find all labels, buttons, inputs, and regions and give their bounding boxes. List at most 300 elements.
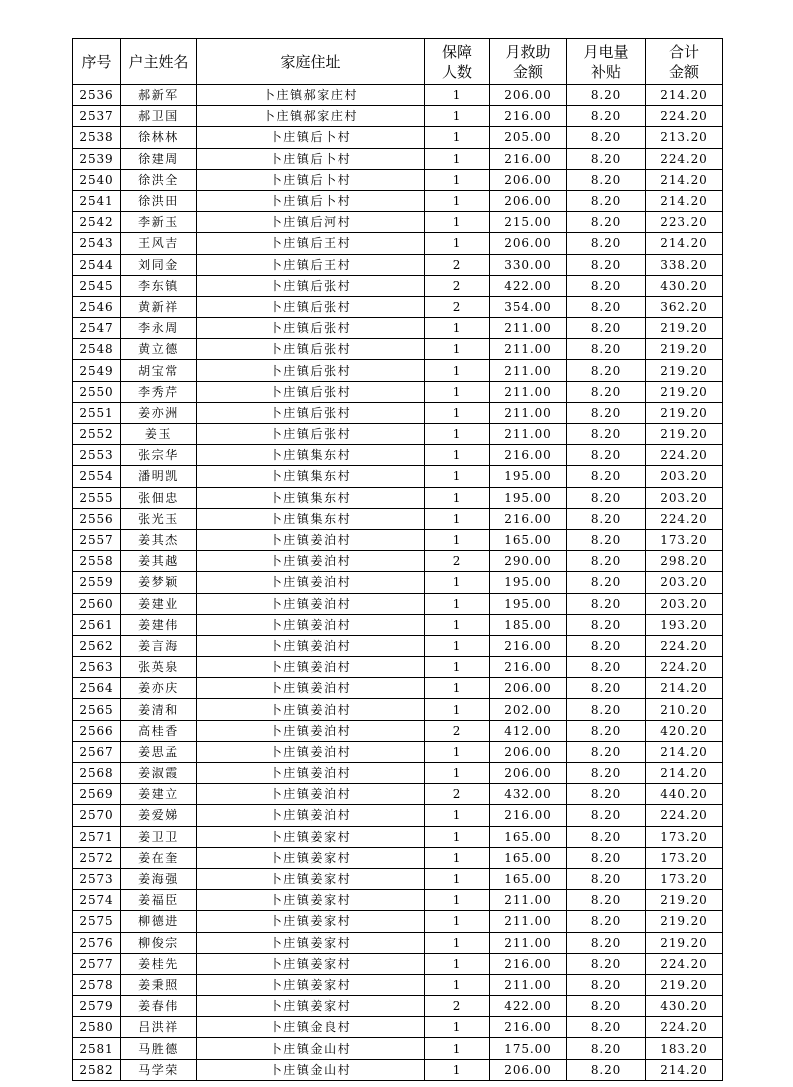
total-amount-cell: 338.20 xyxy=(646,254,723,275)
householder-name-cell: 姜亦庆 xyxy=(121,678,197,699)
householder-name-cell: 姜淑霞 xyxy=(121,763,197,784)
serial-number-cell: 2567 xyxy=(73,741,121,762)
covered-persons-cell: 2 xyxy=(425,996,490,1017)
covered-persons-cell: 1 xyxy=(425,805,490,826)
serial-number-cell: 2573 xyxy=(73,868,121,889)
home-address-cell: 卜庄镇后张村 xyxy=(197,296,425,317)
table-row xyxy=(73,911,723,932)
serial-number-cell: 2580 xyxy=(73,1017,121,1038)
covered-persons-cell: 2 xyxy=(425,254,490,275)
table-row xyxy=(73,784,723,805)
table-row xyxy=(73,974,723,995)
serial-number-cell: 2547 xyxy=(73,318,121,339)
covered-persons-cell: 1 xyxy=(425,85,490,106)
householder-name-cell: 姜言海 xyxy=(121,635,197,656)
home-address-cell: 卜庄镇后张村 xyxy=(197,275,425,296)
table-row xyxy=(73,932,723,953)
monthly-aid-cell: 206.00 xyxy=(490,169,567,190)
covered-persons-cell: 1 xyxy=(425,1059,490,1080)
home-address-cell: 卜庄镇姜泊村 xyxy=(197,614,425,635)
home-address-cell: 卜庄镇后张村 xyxy=(197,402,425,423)
householder-name-cell: 姜其杰 xyxy=(121,529,197,550)
home-address-cell: 卜庄镇后河村 xyxy=(197,212,425,233)
monthly-electricity-subsidy-cell: 8.20 xyxy=(567,381,646,402)
home-address-cell: 卜庄镇姜泊村 xyxy=(197,529,425,550)
table-row xyxy=(73,614,723,635)
covered-persons-cell: 1 xyxy=(425,233,490,254)
monthly-aid-cell: 216.00 xyxy=(490,635,567,656)
serial-number-cell: 2556 xyxy=(73,508,121,529)
serial-number-cell: 2543 xyxy=(73,233,121,254)
monthly-aid-cell: 211.00 xyxy=(490,381,567,402)
serial-number-cell: 2538 xyxy=(73,127,121,148)
covered-persons-cell: 1 xyxy=(425,424,490,445)
header-row xyxy=(73,39,723,85)
monthly-aid-cell: 195.00 xyxy=(490,466,567,487)
home-address-cell: 卜庄镇后卜村 xyxy=(197,190,425,211)
total-amount-cell: 224.20 xyxy=(646,106,723,127)
table-row xyxy=(73,360,723,381)
home-address-cell: 卜庄镇后王村 xyxy=(197,233,425,254)
home-address-cell: 卜庄镇姜泊村 xyxy=(197,741,425,762)
monthly-electricity-subsidy-cell: 8.20 xyxy=(567,974,646,995)
table-row xyxy=(73,572,723,593)
table-row xyxy=(73,529,723,550)
home-address-cell: 卜庄镇后卜村 xyxy=(197,127,425,148)
covered-persons-cell: 1 xyxy=(425,657,490,678)
householder-name-cell: 姜福臣 xyxy=(121,890,197,911)
monthly-electricity-subsidy-cell: 8.20 xyxy=(567,911,646,932)
header-label-line-1: 保障 xyxy=(441,42,472,61)
householder-name-cell: 吕洪祥 xyxy=(121,1017,197,1038)
home-address-cell: 卜庄镇金山村 xyxy=(197,1038,425,1059)
monthly-aid-cell: 216.00 xyxy=(490,148,567,169)
total-amount-cell: 224.20 xyxy=(646,805,723,826)
covered-persons-cell: 2 xyxy=(425,720,490,741)
home-address-cell: 卜庄镇后张村 xyxy=(197,339,425,360)
covered-persons-cell: 1 xyxy=(425,466,490,487)
table-row xyxy=(73,381,723,402)
header-label-line-2: 补贴 xyxy=(590,62,621,81)
monthly-electricity-subsidy-cell: 8.20 xyxy=(567,339,646,360)
total-amount-cell: 203.20 xyxy=(646,487,723,508)
table-row xyxy=(73,106,723,127)
home-address-cell: 卜庄镇姜家村 xyxy=(197,868,425,889)
table-row xyxy=(73,466,723,487)
serial-number-cell: 2581 xyxy=(73,1038,121,1059)
covered-persons-cell: 2 xyxy=(425,275,490,296)
total-amount-cell: 214.20 xyxy=(646,1059,723,1080)
table-body xyxy=(73,85,723,1081)
table-row xyxy=(73,402,723,423)
home-address-cell: 卜庄镇姜泊村 xyxy=(197,635,425,656)
monthly-electricity-subsidy-cell: 8.20 xyxy=(567,635,646,656)
home-address-cell: 卜庄镇姜家村 xyxy=(197,911,425,932)
serial-number-cell: 2539 xyxy=(73,148,121,169)
householder-name-cell: 姜在奎 xyxy=(121,847,197,868)
table-row xyxy=(73,635,723,656)
monthly-electricity-subsidy-cell: 8.20 xyxy=(567,572,646,593)
householder-name-cell: 姜其越 xyxy=(121,551,197,572)
householder-name-cell: 姜梦颖 xyxy=(121,572,197,593)
monthly-aid-cell: 216.00 xyxy=(490,953,567,974)
householder-name-cell: 郝卫国 xyxy=(121,106,197,127)
table-row xyxy=(73,169,723,190)
monthly-electricity-subsidy-cell: 8.20 xyxy=(567,233,646,254)
monthly-electricity-subsidy-cell: 8.20 xyxy=(567,1038,646,1059)
header-label: 户主姓名 xyxy=(128,52,189,71)
householder-name-cell: 姜思孟 xyxy=(121,741,197,762)
covered-persons-cell: 1 xyxy=(425,826,490,847)
home-address-cell: 卜庄镇后张村 xyxy=(197,360,425,381)
covered-persons-cell: 2 xyxy=(425,551,490,572)
total-amount-cell: 173.20 xyxy=(646,826,723,847)
monthly-electricity-subsidy-cell: 8.20 xyxy=(567,190,646,211)
monthly-electricity-subsidy-cell: 8.20 xyxy=(567,424,646,445)
total-amount-cell: 224.20 xyxy=(646,635,723,656)
covered-persons-cell: 2 xyxy=(425,296,490,317)
total-amount-cell: 219.20 xyxy=(646,360,723,381)
total-amount-cell: 203.20 xyxy=(646,466,723,487)
total-amount-cell: 219.20 xyxy=(646,890,723,911)
serial-number-cell: 2575 xyxy=(73,911,121,932)
home-address-cell: 卜庄镇郝家庄村 xyxy=(197,106,425,127)
monthly-aid-cell: 165.00 xyxy=(490,868,567,889)
covered-persons-cell: 1 xyxy=(425,508,490,529)
table-row xyxy=(73,1059,723,1080)
home-address-cell: 卜庄镇姜泊村 xyxy=(197,805,425,826)
monthly-aid-cell: 195.00 xyxy=(490,487,567,508)
table-row xyxy=(73,1038,723,1059)
monthly-electricity-subsidy-cell: 8.20 xyxy=(567,784,646,805)
monthly-electricity-subsidy-cell: 8.20 xyxy=(567,678,646,699)
home-address-cell: 卜庄镇姜泊村 xyxy=(197,784,425,805)
table-row xyxy=(73,127,723,148)
covered-persons-cell: 1 xyxy=(425,635,490,656)
serial-number-cell: 2564 xyxy=(73,678,121,699)
covered-persons-cell: 1 xyxy=(425,169,490,190)
monthly-aid-cell: 422.00 xyxy=(490,275,567,296)
monthly-electricity-subsidy-cell: 8.20 xyxy=(567,551,646,572)
serial-number-cell: 2568 xyxy=(73,763,121,784)
covered-persons-cell: 1 xyxy=(425,1038,490,1059)
monthly-electricity-subsidy-cell: 8.20 xyxy=(567,805,646,826)
monthly-electricity-subsidy-cell: 8.20 xyxy=(567,318,646,339)
householder-name-cell: 黄立德 xyxy=(121,339,197,360)
table-row xyxy=(73,190,723,211)
serial-number-cell: 2574 xyxy=(73,890,121,911)
covered-persons-cell: 1 xyxy=(425,572,490,593)
serial-number-cell: 2554 xyxy=(73,466,121,487)
covered-persons-cell: 1 xyxy=(425,741,490,762)
monthly-aid-cell: 165.00 xyxy=(490,529,567,550)
monthly-electricity-subsidy-cell: 8.20 xyxy=(567,1017,646,1038)
serial-number-cell: 2551 xyxy=(73,402,121,423)
householder-name-cell: 王风吉 xyxy=(121,233,197,254)
header-householder-name xyxy=(121,39,197,85)
householder-name-cell: 黄新祥 xyxy=(121,296,197,317)
table-row xyxy=(73,551,723,572)
table-row xyxy=(73,953,723,974)
serial-number-cell: 2565 xyxy=(73,699,121,720)
table-row xyxy=(73,148,723,169)
total-amount-cell: 214.20 xyxy=(646,678,723,699)
monthly-electricity-subsidy-cell: 8.20 xyxy=(567,763,646,784)
monthly-aid-cell: 211.00 xyxy=(490,424,567,445)
header-label-line-2: 金额 xyxy=(668,62,699,81)
householder-name-cell: 李秀芹 xyxy=(121,381,197,402)
covered-persons-cell: 1 xyxy=(425,529,490,550)
monthly-electricity-subsidy-cell: 8.20 xyxy=(567,614,646,635)
home-address-cell: 卜庄镇金良村 xyxy=(197,1017,425,1038)
home-address-cell: 卜庄镇姜家村 xyxy=(197,847,425,868)
serial-number-cell: 2569 xyxy=(73,784,121,805)
monthly-aid-cell: 211.00 xyxy=(490,402,567,423)
home-address-cell: 卜庄镇姜泊村 xyxy=(197,699,425,720)
monthly-aid-cell: 206.00 xyxy=(490,85,567,106)
table-row xyxy=(73,339,723,360)
total-amount-cell: 173.20 xyxy=(646,529,723,550)
serial-number-cell: 2561 xyxy=(73,614,121,635)
covered-persons-cell: 1 xyxy=(425,212,490,233)
monthly-aid-cell: 211.00 xyxy=(490,360,567,381)
total-amount-cell: 210.20 xyxy=(646,699,723,720)
home-address-cell: 卜庄镇姜家村 xyxy=(197,953,425,974)
total-amount-cell: 214.20 xyxy=(646,741,723,762)
monthly-aid-cell: 165.00 xyxy=(490,826,567,847)
monthly-aid-cell: 216.00 xyxy=(490,657,567,678)
total-amount-cell: 203.20 xyxy=(646,593,723,614)
header-label: 家庭住址 xyxy=(280,52,341,71)
covered-persons-cell: 1 xyxy=(425,614,490,635)
householder-name-cell: 徐林林 xyxy=(121,127,197,148)
householder-name-cell: 姜建业 xyxy=(121,593,197,614)
home-address-cell: 卜庄镇后王村 xyxy=(197,254,425,275)
householder-name-cell: 姜建立 xyxy=(121,784,197,805)
monthly-aid-cell: 216.00 xyxy=(490,445,567,466)
monthly-aid-cell: 206.00 xyxy=(490,1059,567,1080)
monthly-electricity-subsidy-cell: 8.20 xyxy=(567,847,646,868)
assistance-table xyxy=(72,38,723,1081)
home-address-cell: 卜庄镇姜泊村 xyxy=(197,593,425,614)
total-amount-cell: 214.20 xyxy=(646,763,723,784)
monthly-aid-cell: 422.00 xyxy=(490,996,567,1017)
table-row xyxy=(73,763,723,784)
home-address-cell: 卜庄镇姜泊村 xyxy=(197,551,425,572)
householder-name-cell: 刘同金 xyxy=(121,254,197,275)
total-amount-cell: 219.20 xyxy=(646,974,723,995)
total-amount-cell: 173.20 xyxy=(646,847,723,868)
monthly-aid-cell: 211.00 xyxy=(490,911,567,932)
householder-name-cell: 姜春伟 xyxy=(121,996,197,1017)
total-amount-cell: 224.20 xyxy=(646,1017,723,1038)
serial-number-cell: 2544 xyxy=(73,254,121,275)
serial-number-cell: 2560 xyxy=(73,593,121,614)
header-home-address xyxy=(197,39,425,85)
total-amount-cell: 213.20 xyxy=(646,127,723,148)
total-amount-cell: 219.20 xyxy=(646,424,723,445)
monthly-aid-cell: 206.00 xyxy=(490,741,567,762)
monthly-aid-cell: 211.00 xyxy=(490,318,567,339)
covered-persons-cell: 1 xyxy=(425,974,490,995)
covered-persons-cell: 1 xyxy=(425,911,490,932)
householder-name-cell: 李永周 xyxy=(121,318,197,339)
table-row xyxy=(73,741,723,762)
monthly-aid-cell: 216.00 xyxy=(490,1017,567,1038)
serial-number-cell: 2546 xyxy=(73,296,121,317)
covered-persons-cell: 1 xyxy=(425,487,490,508)
total-amount-cell: 193.20 xyxy=(646,614,723,635)
serial-number-cell: 2557 xyxy=(73,529,121,550)
table-row xyxy=(73,847,723,868)
header-monthly-electricity-subsidy xyxy=(567,39,646,85)
covered-persons-cell: 1 xyxy=(425,148,490,169)
serial-number-cell: 2563 xyxy=(73,657,121,678)
table-row xyxy=(73,678,723,699)
serial-number-cell: 2570 xyxy=(73,805,121,826)
header-serial-number xyxy=(73,39,121,85)
total-amount-cell: 214.20 xyxy=(646,169,723,190)
table-header xyxy=(73,39,723,85)
monthly-electricity-subsidy-cell: 8.20 xyxy=(567,508,646,529)
table-row xyxy=(73,868,723,889)
home-address-cell: 卜庄镇金山村 xyxy=(197,1059,425,1080)
monthly-aid-cell: 216.00 xyxy=(490,508,567,529)
householder-name-cell: 马胜德 xyxy=(121,1038,197,1059)
covered-persons-cell: 1 xyxy=(425,1017,490,1038)
table-row xyxy=(73,275,723,296)
total-amount-cell: 223.20 xyxy=(646,212,723,233)
householder-name-cell: 柳俊宗 xyxy=(121,932,197,953)
total-amount-cell: 219.20 xyxy=(646,402,723,423)
monthly-electricity-subsidy-cell: 8.20 xyxy=(567,402,646,423)
covered-persons-cell: 1 xyxy=(425,360,490,381)
serial-number-cell: 2571 xyxy=(73,826,121,847)
serial-number-cell: 2542 xyxy=(73,212,121,233)
total-amount-cell: 219.20 xyxy=(646,381,723,402)
monthly-aid-cell: 216.00 xyxy=(490,106,567,127)
covered-persons-cell: 2 xyxy=(425,784,490,805)
total-amount-cell: 298.20 xyxy=(646,551,723,572)
table-row xyxy=(73,826,723,847)
householder-name-cell: 徐建周 xyxy=(121,148,197,169)
monthly-aid-cell: 354.00 xyxy=(490,296,567,317)
home-address-cell: 卜庄镇后张村 xyxy=(197,381,425,402)
home-address-cell: 卜庄镇姜泊村 xyxy=(197,763,425,784)
header-monthly-aid xyxy=(490,39,567,85)
table-row xyxy=(73,233,723,254)
householder-name-cell: 姜海强 xyxy=(121,868,197,889)
table-row xyxy=(73,593,723,614)
monthly-electricity-subsidy-cell: 8.20 xyxy=(567,106,646,127)
covered-persons-cell: 1 xyxy=(425,847,490,868)
table-row xyxy=(73,424,723,445)
householder-name-cell: 张佃忠 xyxy=(121,487,197,508)
monthly-aid-cell: 215.00 xyxy=(490,212,567,233)
home-address-cell: 卜庄镇集东村 xyxy=(197,445,425,466)
table-row xyxy=(73,445,723,466)
total-amount-cell: 219.20 xyxy=(646,318,723,339)
monthly-electricity-subsidy-cell: 8.20 xyxy=(567,953,646,974)
header-label-line-1: 月救助 xyxy=(505,42,551,61)
home-address-cell: 卜庄镇后卜村 xyxy=(197,148,425,169)
covered-persons-cell: 1 xyxy=(425,339,490,360)
householder-name-cell: 姜桂先 xyxy=(121,953,197,974)
covered-persons-cell: 1 xyxy=(425,868,490,889)
householder-name-cell: 姜爱娣 xyxy=(121,805,197,826)
householder-name-cell: 姜建伟 xyxy=(121,614,197,635)
serial-number-cell: 2548 xyxy=(73,339,121,360)
total-amount-cell: 440.20 xyxy=(646,784,723,805)
covered-persons-cell: 1 xyxy=(425,190,490,211)
monthly-electricity-subsidy-cell: 8.20 xyxy=(567,85,646,106)
home-address-cell: 卜庄镇姜家村 xyxy=(197,932,425,953)
monthly-aid-cell: 175.00 xyxy=(490,1038,567,1059)
header-label-line-1: 月电量 xyxy=(583,42,629,61)
table-row xyxy=(73,720,723,741)
householder-name-cell: 潘明凯 xyxy=(121,466,197,487)
home-address-cell: 卜庄镇姜家村 xyxy=(197,996,425,1017)
table-row xyxy=(73,254,723,275)
monthly-electricity-subsidy-cell: 8.20 xyxy=(567,699,646,720)
monthly-electricity-subsidy-cell: 8.20 xyxy=(567,657,646,678)
monthly-aid-cell: 185.00 xyxy=(490,614,567,635)
serial-number-cell: 2577 xyxy=(73,953,121,974)
home-address-cell: 卜庄镇姜泊村 xyxy=(197,572,425,593)
header-label-line-1: 合计 xyxy=(668,42,699,61)
serial-number-cell: 2550 xyxy=(73,381,121,402)
covered-persons-cell: 1 xyxy=(425,402,490,423)
monthly-aid-cell: 211.00 xyxy=(490,932,567,953)
householder-name-cell: 李东镇 xyxy=(121,275,197,296)
total-amount-cell: 214.20 xyxy=(646,233,723,254)
covered-persons-cell: 1 xyxy=(425,127,490,148)
table-row xyxy=(73,996,723,1017)
home-address-cell: 卜庄镇后卜村 xyxy=(197,169,425,190)
total-amount-cell: 214.20 xyxy=(646,190,723,211)
covered-persons-cell: 1 xyxy=(425,890,490,911)
table-row xyxy=(73,296,723,317)
table-row xyxy=(73,1017,723,1038)
monthly-electricity-subsidy-cell: 8.20 xyxy=(567,868,646,889)
monthly-electricity-subsidy-cell: 8.20 xyxy=(567,254,646,275)
header-total-amount xyxy=(646,39,723,85)
table-row xyxy=(73,890,723,911)
total-amount-cell: 430.20 xyxy=(646,996,723,1017)
householder-name-cell: 徐洪全 xyxy=(121,169,197,190)
serial-number-cell: 2549 xyxy=(73,360,121,381)
total-amount-cell: 219.20 xyxy=(646,339,723,360)
serial-number-cell: 2555 xyxy=(73,487,121,508)
monthly-aid-cell: 216.00 xyxy=(490,805,567,826)
householder-name-cell: 徐洪田 xyxy=(121,190,197,211)
householder-name-cell: 张宗华 xyxy=(121,445,197,466)
monthly-electricity-subsidy-cell: 8.20 xyxy=(567,593,646,614)
householder-name-cell: 柳德进 xyxy=(121,911,197,932)
monthly-electricity-subsidy-cell: 8.20 xyxy=(567,360,646,381)
table-row xyxy=(73,699,723,720)
monthly-electricity-subsidy-cell: 8.20 xyxy=(567,1059,646,1080)
home-address-cell: 卜庄镇姜泊村 xyxy=(197,657,425,678)
monthly-electricity-subsidy-cell: 8.20 xyxy=(567,466,646,487)
monthly-aid-cell: 211.00 xyxy=(490,339,567,360)
serial-number-cell: 2559 xyxy=(73,572,121,593)
covered-persons-cell: 1 xyxy=(425,932,490,953)
householder-name-cell: 姜玉 xyxy=(121,424,197,445)
monthly-aid-cell: 195.00 xyxy=(490,572,567,593)
total-amount-cell: 214.20 xyxy=(646,85,723,106)
home-address-cell: 卜庄镇姜家村 xyxy=(197,974,425,995)
